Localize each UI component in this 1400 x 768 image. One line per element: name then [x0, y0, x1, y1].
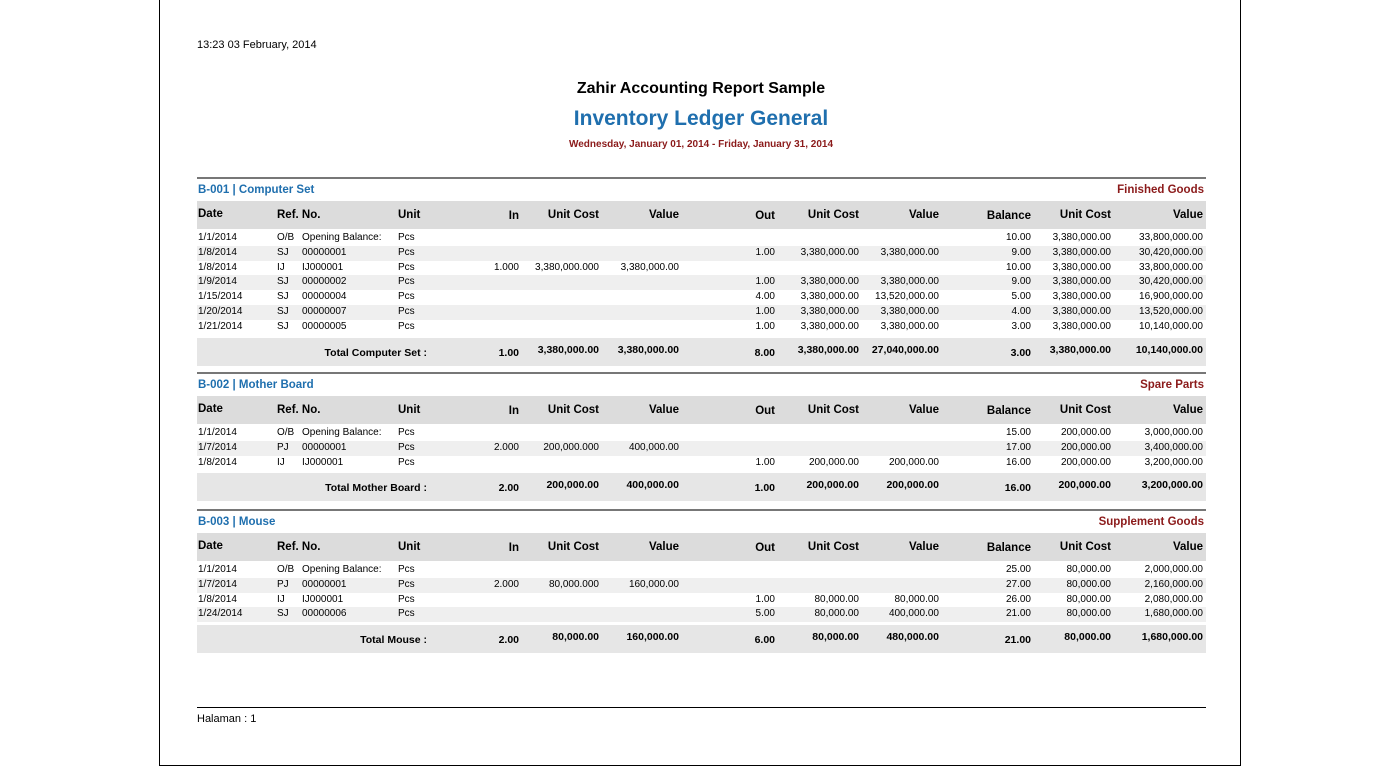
cell-unit: Pcs [398, 261, 415, 273]
cell-v-bal: 2,000,000.00 [1144, 564, 1203, 575]
cell-v-bal: 13,520,000.00 [1139, 305, 1203, 317]
cell-uc-out: 80,000.00 [814, 593, 859, 605]
column-header-balance: Balance [986, 542, 1031, 554]
total-uc-in: 200,000.00 [546, 479, 599, 492]
cell-bal: 21.00 [1005, 608, 1031, 620]
column-header-value: Value [1172, 404, 1203, 416]
cell-v-bal: 33,800,000.00 [1139, 232, 1203, 243]
total-v-out: 27,040,000.00 [871, 343, 939, 356]
cell-ref-no: 00000001 [302, 246, 347, 258]
cell-uc-bal: 80,000.00 [1066, 564, 1111, 575]
item-category: Spare Parts [1140, 379, 1204, 391]
column-header-value: Value [648, 209, 679, 221]
cell-transaction-type: SJ [277, 246, 289, 258]
cell-uc-bal: 3,380,000.00 [1052, 232, 1111, 243]
cell-ref-no: 00000004 [302, 291, 347, 303]
ledger-row [197, 578, 1206, 593]
total-v-bal: 10,140,000.00 [1135, 343, 1203, 356]
cell-unit: Pcs [398, 232, 415, 243]
column-header-balance: Balance [986, 210, 1031, 222]
column-header-ref: Ref. No. [277, 541, 321, 553]
cell-uc-out: 3,380,000.00 [800, 320, 859, 332]
column-header-out: Out [755, 210, 775, 222]
report-page [159, 0, 1241, 766]
total-out: 6.00 [754, 634, 775, 647]
total-in: 2.00 [498, 634, 519, 647]
cell-unit: Pcs [398, 427, 415, 438]
ledger-row [197, 261, 1206, 276]
cell-bal: 4.00 [1011, 305, 1031, 317]
cell-bal: 27.00 [1005, 578, 1031, 590]
total-uc-in: 3,380,000.00 [537, 343, 599, 356]
cell-uc-out: 3,380,000.00 [800, 246, 859, 258]
cell-bal: 17.00 [1005, 441, 1031, 453]
cell-date: 1/7/2014 [198, 578, 237, 590]
cell-uc-out: 3,380,000.00 [800, 276, 859, 288]
cell-v-out: 3,380,000.00 [880, 320, 939, 332]
cell-v-in: 3,380,000.00 [620, 261, 679, 273]
report-period: Wednesday, January 01, 2014 - Friday, January 31, 2014 [568, 139, 834, 150]
cell-uc-out: 3,380,000.00 [800, 291, 859, 303]
ledger-row [197, 246, 1206, 261]
cell-uc-bal: 3,380,000.00 [1052, 276, 1111, 288]
column-header-date: Date [198, 540, 223, 552]
cell-v-in: 400,000.00 [628, 441, 679, 453]
column-header-unit: Unit [398, 541, 421, 553]
cell-transaction-type: SJ [277, 608, 289, 620]
cell-bal: 10.00 [1005, 232, 1031, 243]
cell-unit: Pcs [398, 276, 415, 288]
column-header-value: Value [1172, 209, 1203, 221]
column-header-balance: Balance [986, 405, 1031, 417]
total-v-bal: 3,200,000.00 [1141, 479, 1203, 492]
cell-in: 2.000 [493, 441, 519, 453]
cell-v-bal: 3,000,000.00 [1144, 427, 1203, 438]
cell-v-out: 400,000.00 [888, 608, 939, 620]
item-code-name: B-003 | Mouse [198, 516, 276, 528]
cell-ref-no: IJ000001 [302, 456, 344, 468]
cell-v-out: 3,380,000.00 [880, 246, 939, 258]
cell-transaction-type: SJ [277, 305, 289, 317]
cell-out: 1.00 [755, 593, 775, 605]
column-header-unit-cost: Unit Cost [1059, 541, 1111, 553]
ledger-row [197, 563, 1206, 578]
cell-unit: Pcs [398, 291, 415, 303]
cell-uc-in: 3,380,000.000 [535, 261, 599, 273]
cell-bal: 9.00 [1011, 246, 1031, 258]
total-uc-bal: 200,000.00 [1058, 479, 1111, 492]
column-header-out: Out [755, 542, 775, 554]
cell-uc-bal: 200,000.00 [1060, 441, 1111, 453]
total-uc-out: 80,000.00 [812, 631, 859, 644]
cell-uc-bal: 3,380,000.00 [1052, 305, 1111, 317]
cell-unit: Pcs [398, 441, 415, 453]
cell-transaction-type: SJ [277, 320, 289, 332]
column-header-row [197, 201, 1206, 229]
ledger-row [197, 607, 1206, 622]
cell-out: 4.00 [755, 291, 775, 303]
section-header [197, 511, 1206, 533]
ledger-row [197, 426, 1206, 441]
cell-uc-bal: 200,000.00 [1060, 456, 1111, 468]
total-v-out: 480,000.00 [886, 631, 939, 644]
cell-bal: 3.00 [1011, 320, 1031, 332]
cell-uc-in: 80,000.000 [548, 578, 599, 590]
item-code-name: B-002 | Mother Board [198, 379, 314, 391]
cell-v-bal: 16,900,000.00 [1139, 291, 1203, 303]
item-code-name: B-001 | Computer Set [198, 184, 315, 196]
cell-uc-bal: 3,380,000.00 [1052, 246, 1111, 258]
cell-uc-out: 80,000.00 [814, 608, 859, 620]
cell-bal: 26.00 [1005, 593, 1031, 605]
cell-ref-no: 00000007 [302, 305, 347, 317]
cell-uc-bal: 80,000.00 [1066, 578, 1111, 590]
cell-unit: Pcs [398, 593, 415, 605]
cell-v-bal: 3,200,000.00 [1144, 456, 1203, 468]
cell-date: 1/24/2014 [198, 608, 243, 620]
cell-transaction-type: SJ [277, 276, 289, 288]
column-header-unit: Unit [398, 209, 421, 221]
section-total-row [197, 473, 1206, 501]
cell-v-bal: 33,800,000.00 [1139, 261, 1203, 273]
total-in: 1.00 [498, 346, 519, 359]
cell-date: 1/20/2014 [198, 305, 243, 317]
ledger-row [197, 231, 1206, 246]
column-header-date: Date [198, 403, 223, 415]
cell-out: 1.00 [755, 276, 775, 288]
cell-unit: Pcs [398, 578, 415, 590]
cell-transaction-type: IJ [277, 261, 285, 273]
column-header-in: In [508, 210, 519, 222]
column-header-unit: Unit [398, 404, 421, 416]
column-header-value: Value [1172, 541, 1203, 553]
cell-transaction-type: IJ [277, 456, 285, 468]
cell-out: 5.00 [755, 608, 775, 620]
cell-ref-no: Opening Balance: [302, 564, 382, 575]
cell-v-out: 80,000.00 [894, 593, 939, 605]
cell-uc-in: 200,000.000 [543, 441, 599, 453]
cell-date: 1/1/2014 [198, 564, 237, 575]
cell-out: 1.00 [755, 456, 775, 468]
total-label: Total Computer Set : [324, 346, 427, 359]
cell-uc-out: 200,000.00 [808, 456, 859, 468]
cell-v-bal: 30,420,000.00 [1139, 276, 1203, 288]
cell-out: 1.00 [755, 305, 775, 317]
column-header-unit-cost: Unit Cost [547, 541, 599, 553]
column-header-unit-cost: Unit Cost [547, 209, 599, 221]
report-title: Inventory Ledger General [573, 107, 829, 130]
cell-transaction-type: SJ [277, 291, 289, 303]
cell-ref-no: 00000001 [302, 578, 347, 590]
cell-v-bal: 1,680,000.00 [1144, 608, 1203, 620]
company-name: Zahir Accounting Report Sample [576, 80, 826, 97]
cell-date: 1/1/2014 [198, 232, 237, 243]
column-header-in: In [508, 405, 519, 417]
item-section [197, 509, 1206, 653]
cell-date: 1/8/2014 [198, 456, 237, 468]
total-uc-in: 80,000.00 [552, 631, 599, 644]
section-header [197, 374, 1206, 396]
cell-uc-bal: 3,380,000.00 [1052, 291, 1111, 303]
ledger-row [197, 320, 1206, 335]
total-uc-bal: 3,380,000.00 [1049, 343, 1111, 356]
cell-v-out: 3,380,000.00 [880, 305, 939, 317]
cell-uc-bal: 80,000.00 [1066, 608, 1111, 620]
cell-bal: 9.00 [1011, 276, 1031, 288]
column-header-unit-cost: Unit Cost [1059, 209, 1111, 221]
column-header-value: Value [648, 541, 679, 553]
column-header-value: Value [648, 404, 679, 416]
cell-v-in: 160,000.00 [628, 578, 679, 590]
column-header-unit-cost: Unit Cost [807, 209, 859, 221]
cell-date: 1/1/2014 [198, 427, 237, 438]
cell-bal: 15.00 [1005, 427, 1031, 438]
cell-v-bal: 2,080,000.00 [1144, 593, 1203, 605]
column-header-value: Value [908, 209, 939, 221]
column-header-unit-cost: Unit Cost [807, 404, 859, 416]
cell-transaction-type: O/B [277, 564, 295, 575]
total-v-out: 200,000.00 [886, 479, 939, 492]
cell-ref-no: 00000001 [302, 441, 347, 453]
cell-unit: Pcs [398, 456, 415, 468]
cell-bal: 10.00 [1005, 261, 1031, 273]
column-header-row [197, 396, 1206, 424]
cell-ref-no: IJ000001 [302, 593, 344, 605]
cell-ref-no: IJ000001 [302, 261, 344, 273]
column-header-unit-cost: Unit Cost [807, 541, 859, 553]
total-uc-out: 200,000.00 [806, 479, 859, 492]
total-label: Total Mouse : [360, 634, 427, 647]
cell-unit: Pcs [398, 246, 415, 258]
total-uc-bal: 80,000.00 [1064, 631, 1111, 644]
section-total-row [197, 338, 1206, 366]
ledger-row [197, 593, 1206, 608]
ledger-row [197, 290, 1206, 305]
section-total-row [197, 625, 1206, 653]
total-bal: 21.00 [1004, 634, 1031, 647]
total-bal: 16.00 [1004, 482, 1031, 495]
footer-divider [197, 707, 1206, 708]
cell-out: 1.00 [755, 246, 775, 258]
item-section [197, 177, 1206, 366]
cell-ref-no: 00000005 [302, 320, 347, 332]
cell-v-out: 3,380,000.00 [880, 276, 939, 288]
cell-date: 1/15/2014 [198, 291, 243, 303]
column-header-unit-cost: Unit Cost [1059, 404, 1111, 416]
total-out: 8.00 [754, 346, 775, 359]
cell-bal: 25.00 [1005, 564, 1031, 575]
total-in: 2.00 [498, 482, 519, 495]
cell-v-bal: 2,160,000.00 [1144, 578, 1203, 590]
ledger-row [197, 305, 1206, 320]
column-header-value: Value [908, 541, 939, 553]
page-number: Halaman : 1 [197, 713, 257, 725]
column-header-unit-cost: Unit Cost [547, 404, 599, 416]
cell-v-out: 13,520,000.00 [875, 291, 939, 303]
cell-date: 1/21/2014 [198, 320, 243, 332]
cell-in: 2.000 [493, 578, 519, 590]
ledger-row [197, 275, 1206, 290]
column-header-ref: Ref. No. [277, 209, 321, 221]
section-header [197, 179, 1206, 201]
print-timestamp: 13:23 03 February, 2014 [197, 39, 317, 51]
cell-v-out: 200,000.00 [888, 456, 939, 468]
cell-uc-bal: 80,000.00 [1066, 593, 1111, 605]
cell-unit: Pcs [398, 320, 415, 332]
total-v-in: 3,380,000.00 [617, 343, 679, 356]
cell-in: 1.000 [493, 261, 519, 273]
cell-transaction-type: O/B [277, 232, 295, 243]
cell-date: 1/8/2014 [198, 261, 237, 273]
item-category: Supplement Goods [1098, 516, 1204, 528]
column-header-row [197, 533, 1206, 561]
cell-date: 1/8/2014 [198, 593, 237, 605]
item-section [197, 372, 1206, 501]
column-header-value: Value [908, 404, 939, 416]
total-label: Total Mother Board : [325, 482, 427, 495]
item-category: Finished Goods [1117, 184, 1204, 196]
cell-v-bal: 30,420,000.00 [1139, 246, 1203, 258]
cell-date: 1/9/2014 [198, 276, 237, 288]
total-out: 1.00 [754, 482, 775, 495]
cell-transaction-type: PJ [277, 441, 289, 453]
total-uc-out: 3,380,000.00 [797, 343, 859, 356]
cell-transaction-type: PJ [277, 578, 289, 590]
cell-uc-bal: 200,000.00 [1060, 427, 1111, 438]
column-header-ref: Ref. No. [277, 404, 321, 416]
cell-date: 1/7/2014 [198, 441, 237, 453]
cell-bal: 5.00 [1011, 291, 1031, 303]
total-v-in: 160,000.00 [626, 631, 679, 644]
column-header-date: Date [198, 208, 223, 220]
cell-bal: 16.00 [1005, 456, 1031, 468]
cell-transaction-type: O/B [277, 427, 295, 438]
cell-unit: Pcs [398, 564, 415, 575]
cell-ref-no: Opening Balance: [302, 427, 382, 438]
column-header-out: Out [755, 405, 775, 417]
cell-ref-no: 00000006 [302, 608, 347, 620]
cell-v-bal: 10,140,000.00 [1139, 320, 1203, 332]
cell-unit: Pcs [398, 305, 415, 317]
cell-uc-bal: 3,380,000.00 [1052, 261, 1111, 273]
total-v-in: 400,000.00 [626, 479, 679, 492]
cell-ref-no: Opening Balance: [302, 232, 382, 243]
cell-transaction-type: IJ [277, 593, 285, 605]
cell-v-bal: 3,400,000.00 [1144, 441, 1203, 453]
cell-out: 1.00 [755, 320, 775, 332]
total-bal: 3.00 [1010, 346, 1031, 359]
total-v-bal: 1,680,000.00 [1141, 631, 1203, 644]
cell-date: 1/8/2014 [198, 246, 237, 258]
cell-uc-bal: 3,380,000.00 [1052, 320, 1111, 332]
ledger-row [197, 441, 1206, 456]
cell-uc-out: 3,380,000.00 [800, 305, 859, 317]
cell-unit: Pcs [398, 608, 415, 620]
cell-ref-no: 00000002 [302, 276, 347, 288]
ledger-row [197, 456, 1206, 471]
column-header-in: In [508, 542, 519, 554]
